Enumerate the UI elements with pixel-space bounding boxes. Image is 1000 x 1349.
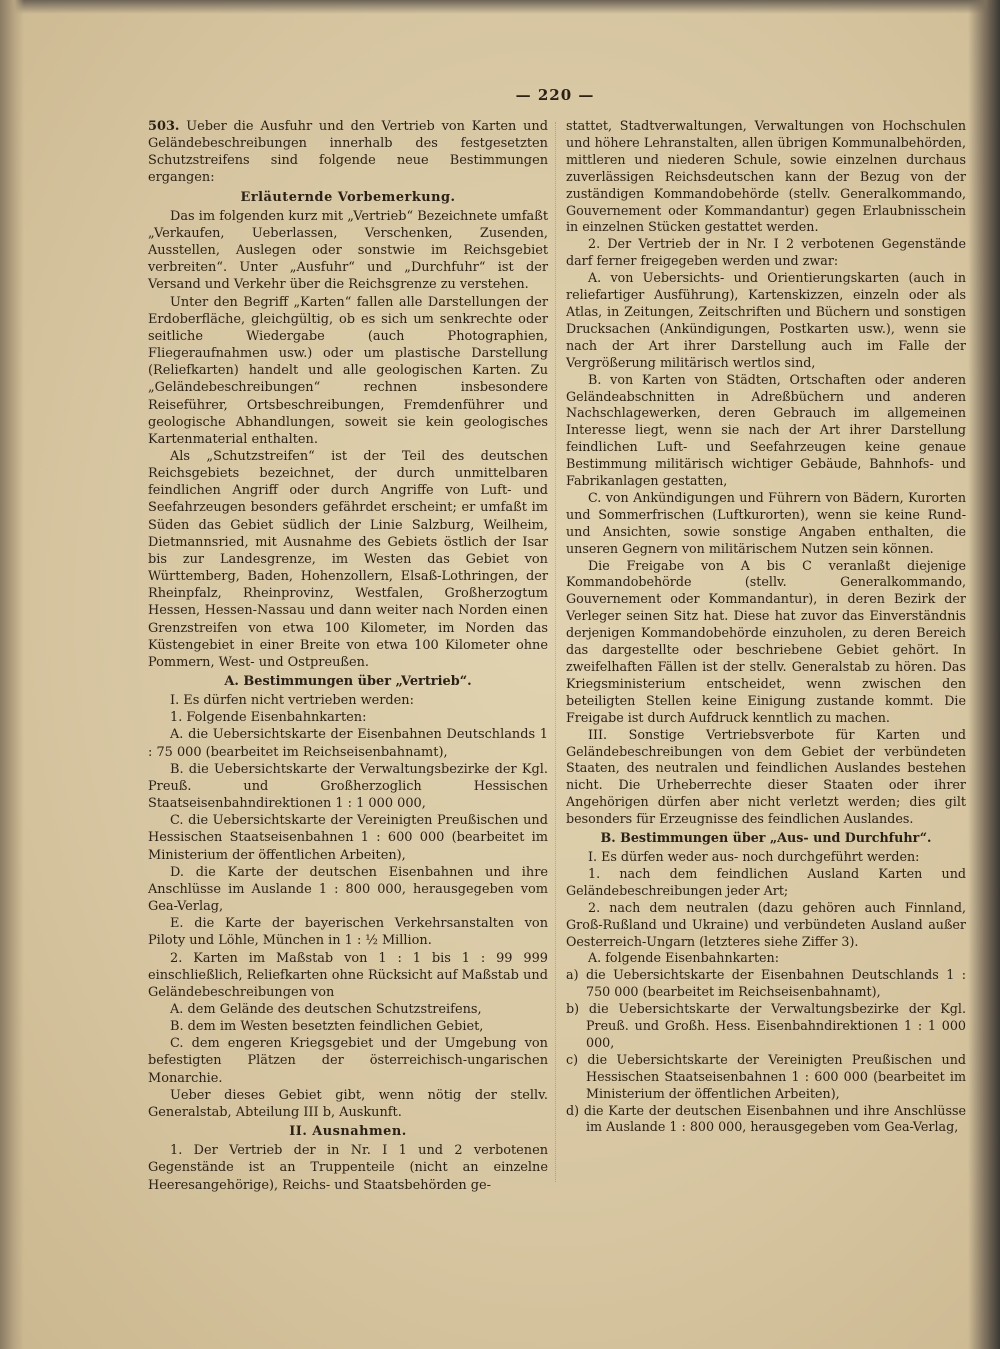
intro-paragraph bbox=[148, 118, 548, 187]
item-i-2-c: C. dem engeren Kriegsgebiet und der Umgebung von befestigten Plätzen der österreichisch-ungarischen Monarchie. bbox=[148, 1036, 548, 1086]
item-i-2-a: A. dem Gelände des deutschen Schutzstreifens, bbox=[170, 1001, 482, 1017]
item-i-2-note: Ueber dieses Gebiet gibt, wenn nötig der stellv. Generalstab, Abteilung III b, Auskunft. bbox=[148, 1087, 548, 1120]
item-i-1: 1. Folgende Eisenbahnkarten: bbox=[170, 710, 367, 726]
item-ii-2: 2. Der Vertrieb der in Nr. I 2 verbotenen Gegenstände darf ferner freigegeben werden und zwar: bbox=[566, 236, 966, 269]
heading-preliminary: Erläuternde Vorbemerkung. bbox=[240, 189, 456, 205]
column-divider bbox=[555, 122, 556, 1182]
item-iii: III. Sonstige Vertriebsverbote für Karten und Geländebeschreibungen von dem Gebiet der verbündeten Staaten, des neutralen und feindlichen Auslandes bestehen nicht. Die Urheberrechte dieser Staaten oder ihrer Angehörigen dürfen aber nicht verletzt werden; dies gilt besonders für Erzeugnisse des feindlichen Auslandes. bbox=[566, 726, 966, 827]
item-b-i: I. Es dürfen weder aus- noch durchgeführt werden: bbox=[588, 848, 920, 864]
intro-text: Ueber die Ausfuhr und den Vertrieb von Karten und Geländebeschreibungen innerhalb des festgesetzten Schutzstreifens sind folgende neue Bestimmungen ergangen: bbox=[148, 119, 548, 186]
item-i-heading: I. Es dürfen nicht vertrieben werden: bbox=[170, 693, 414, 709]
section-number: 503. bbox=[148, 119, 180, 134]
paragraph-freigabe: Die Freigabe von A bis C veranlaßt diejenige Kommandobehörde (stellv. Generalkommando, Gouvernement oder Kommandantur), in deren Bezirk der Verleger seinen Sitz hat. Diese hat zuvor das Einverständnis derjenigen Kommandobehörde einzuholen, zu deren Bereich das dargestellte oder beschriebene Gebiet gehört. In zweifelhaften Fällen ist der stellv. Generalstab zu hören. Das Kriegsministerium entscheidet, wenn zwischen den beteiligten Stellen keine Einigung zustande kommt. Die Freigabe ist durch Aufdruck kenntlich zu machen. bbox=[566, 557, 966, 725]
item-ii-2-c: C. von Ankündigungen und Führern von Bädern, Kurorten und Sommerfrischen (Luftkurorten), wenn sie keine Rund- und Ansichten, sowie sonstige Angaben enthalten, die unseren Gegnern von militärischem Nutzen sein können. bbox=[566, 489, 966, 556]
item-ii-1: 1. Der Vertrieb der in Nr. I 1 und 2 verbotenen Gegenstände ist an Truppenteile (nicht an einzelne Heeresangehörige), Reichs- und Staatsbehörden ge- bbox=[148, 1143, 548, 1193]
paragraph-karten-definition: Unter den Begriff „Karten“ fallen alle Darstellungen der Erdoberfläche, gleichgültig, ob es sich um senkrechte oder seitliche Wiedergabe (auch Photographien, Fliegeraufnahmen usw.) oder um plastische Darstellung (Reliefkarten) handelt und alle geologischen Karten. Zu „Geländebeschreibungen“ rechnen insbesondere Reiseführer, Ortsbeschreibungen, Fremdenführer und geologische Abhandlungen, soweit sie kein geologisches Kartenmaterial enthalten. bbox=[148, 294, 548, 447]
item-i-2-b: B. dem im Westen besetzten feindlichen Gebiet, bbox=[170, 1019, 484, 1035]
item-b-i-1: 1. nach dem feindlichen Ausland Karten und Geländebeschreibungen jeder Art; bbox=[566, 865, 966, 898]
page-top-shadow bbox=[0, 0, 1000, 14]
heading-section-a: A. Bestimmungen über „Vertrieb“. bbox=[224, 674, 472, 689]
paragraph-schutzstreifen-definition: Als „Schutzstreifen“ ist der Teil des deutschen Reichsgebiets bezeichnet, der durch unmittelbaren feindlichen Angriff oder durch Angriffe von Luft- und Seefahrzeugen besonders gefährdet erscheint; er umfaßt im Süden das Gebiet südlich der Linie Salzburg, Weilheim, Dietmannsried, mit Ausnahme des Gebiets östlich der Isar bis zur Landesgrenze, im Westen das Gebiet von Württemberg, Baden, Hohenzollern, Elsaß-Lothringen, der Rheinpfalz, Rheinprovinz, Westfalen, Großherzogtum Hessen, Hessen-Nassau und dann weiter nach Norden einen Grenzstreifen von etwa 100 Kilometer, im Norden das Küstengebiet in einer Breite von etwa 100 Kilometer ohne Pommern, West- und Ostpreußen. bbox=[148, 448, 548, 670]
item-ii-1-continued: stattet, Stadtverwaltungen, Verwaltungen von Hochschulen und höhere Lehranstalten, allen übrigen Kommunalbehörden, mittleren und niederen Schule, sowie einzelnen durchaus zuverlässigen Reichsdeutschen kann der Bezug von der zuständigen Kommandobehörde (stellv. Generalkommando, Gouvernement oder Kommandantur) gegen Erlaubnisschein in einzelnen Stücken gestattet werden. bbox=[566, 118, 966, 235]
item-b-a-b: b) die Uebersichtskarte der Verwaltungsbezirke der Kgl. Preuß. und Großh. Hess. Eisenbahndirektionen 1 : 1 000 000, bbox=[566, 1001, 966, 1050]
paragraph-vertrieb-definition: Das im folgenden kurz mit „Vertrieb“ Bezeichnete umfaßt „Verkaufen, Ueberlassen, Verschenken, Zusenden, Ausstellen, Auslegen oder sonstwie im Reichsgebiet verbreiten“. Unter „Ausfuhr“ und „Durchfuhr“ ist der Versand und Verkehr über die Reichsgrenze zu verstehen. bbox=[148, 208, 548, 293]
page-binding-edge bbox=[0, 0, 24, 1349]
item-i-1-b: B. die Uebersichtskarte der Verwaltungsbezirke der Kgl. Preuß. und Großherzoglich Hessischen Staatseisenbahndirektionen 1 : 1 000 000, bbox=[148, 761, 548, 812]
item-b-a-a: a) die Uebersichtskarte der Eisenbahnen Deutschlands 1 : 750 000 (bearbeitet im Reichseisenbahnamt), bbox=[566, 967, 966, 1000]
right-column bbox=[566, 118, 966, 1136]
item-i-1-a: A. die Uebersichtskarte der Eisenbahnen Deutschlands 1 : 75 000 (bearbeitet im Reichseisenbahnamt), bbox=[148, 727, 548, 760]
page-number: — 220 — bbox=[515, 86, 595, 104]
item-i-2: 2. Karten im Maßstab von 1 : 1 bis 1 : 99 999 einschließlich, Reliefkarten ohne Rücksicht auf Maßstab und Geländebeschreibungen von bbox=[148, 950, 548, 1000]
item-ii-2-a: A. von Uebersichts- und Orientierungskarten (auch in reliefartiger Ausführung), Kartenskizzen, einzeln oder als Atlas, in Zeitungen, Zeitschriften und Büchern und sonstigen Drucksachen (Ankündigungen, Postkarten usw.), wenn sie nach der Art ihrer Darstellung auch im Falle der Vergrößerung militärisch wertlos sind, bbox=[566, 270, 966, 370]
item-ii-2-b: B. von Karten von Städten, Ortschaften oder anderen Geländeabschnitten in Adreßbüchern und anderen Nachschlagewerken, deren Gebrauch im allgemeinen Interesse liegt, wenn sie nach der Art ihrer Darstellung feindlichen Luft- und Seefahrzeugen keine genaue Bestimmung militärisch wichtiger Gebäude, Bahnhofs- und Fabrikanlagen gestatten, bbox=[566, 371, 966, 489]
heading-ausnahmen: II. Ausnahmen. bbox=[289, 1124, 407, 1140]
item-i-1-d: D. die Karte der deutschen Eisenbahnen und ihre Anschlüsse im Auslande 1 : 800 000, herausgegeben vom Gea-Verlag, bbox=[148, 864, 548, 915]
left-column bbox=[148, 118, 548, 1194]
item-i-1-e: E. die Karte der bayerischen Verkehrsanstalten von Piloty und Löhle, München in 1 : ½ Million. bbox=[148, 916, 548, 949]
heading-section-b: B. Bestimmungen über „Aus- und Durchfuhr“. bbox=[600, 830, 932, 846]
item-b-i-2: 2. nach dem neutralen (dazu gehören auch Finnland, Groß-Rußland und Ukraine) und verbündeten Ausland außer Oesterreich-Ungarn (letzteres siehe Ziffer 3). bbox=[566, 899, 966, 949]
page-right-edge bbox=[968, 0, 1000, 1349]
item-b-a-d: d) die Karte der deutschen Eisenbahnen und ihre Anschlüsse im Auslande 1 : 800 000, herausgegeben vom Gea-Verlag, bbox=[566, 1102, 966, 1135]
item-i-1-c: C. die Uebersichtskarte der Vereinigten Preußischen und Hessischen Staatseisenbahnen 1 : 600 000 (bearbeitet im Ministerium der öffentlichen Arbeiten), bbox=[148, 813, 548, 863]
item-b-a-c: c) die Uebersichtskarte der Vereinigten Preußischen und Hessischen Staatseisenbahnen 1 : 600 000 (bearbeitet im Ministerium der öffentlichen Arbeiten), bbox=[566, 1051, 966, 1101]
item-b-a: A. folgende Eisenbahnkarten: bbox=[588, 950, 779, 966]
